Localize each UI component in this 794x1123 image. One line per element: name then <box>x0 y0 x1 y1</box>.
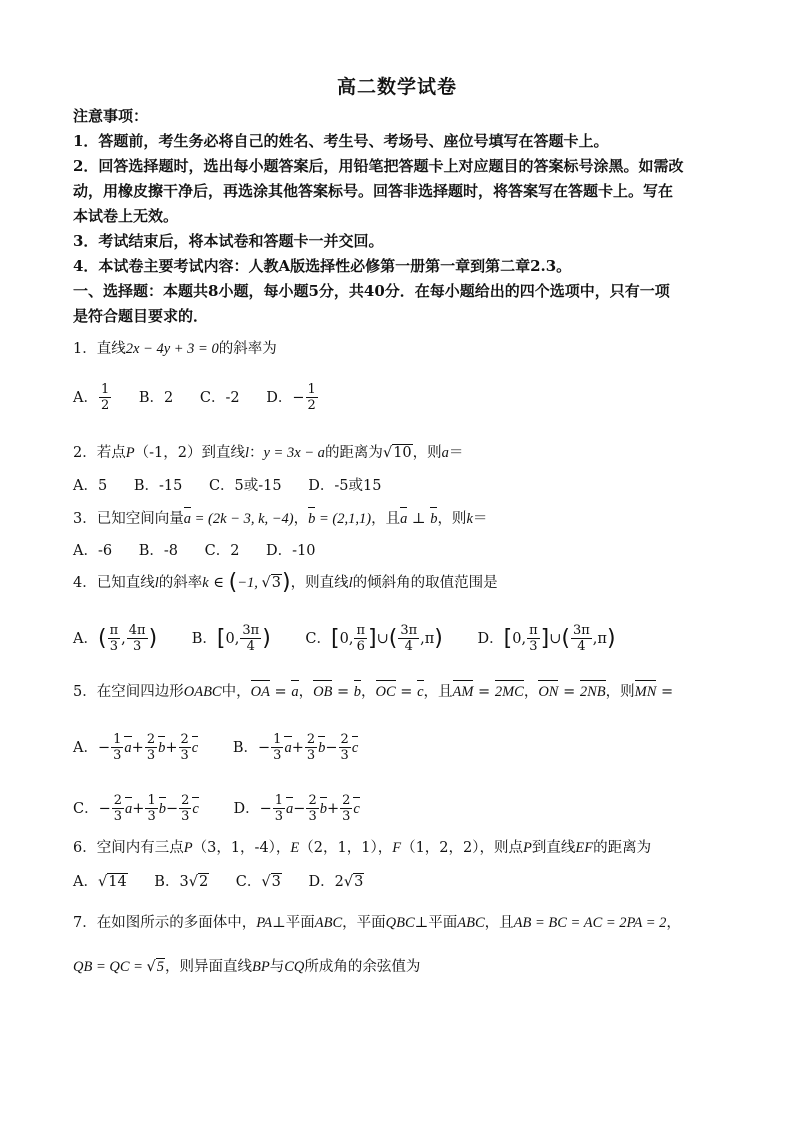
question-5-options-ab <box>73 732 358 763</box>
q5-option-b: B．− $\frac{1}{3}$ a+ $\frac{2}{3}$ b− $\frac{2}{3}$ c <box>232 732 359 763</box>
q5-option-a: A．− $\frac{1}{3}$ a+ $\frac{2}{3}$ b+ $\frac{2}{3}$ c <box>73 732 199 763</box>
q4-option-c: C．[0, $\frac{\pi}{6}$ ]∪( $\frac{3\pi}{4}$ ,π) <box>305 623 443 654</box>
notice-heading: 注意事项： <box>73 107 149 125</box>
question-5-options-cd <box>73 793 360 824</box>
q3-option-b: B．-8 <box>138 543 178 559</box>
page-title: 高二数学试卷 <box>336 76 457 98</box>
section-heading-cont: 是符合题目要求的． <box>73 307 209 325</box>
q3-option-a: A．-6 <box>73 543 113 559</box>
question-1: 1．直线2x − 4y + 3 = 0的斜率为 <box>73 341 277 357</box>
q4-option-a: A．( $\frac{\pi}{3}$ , $\frac{4\pi}{3}$ ) <box>73 623 158 654</box>
notice-item-2-end: 本试卷上无效。 <box>73 207 179 225</box>
question-4: 4．已知直线l的斜率k ∈ (−1, √3)，则直线l的倾斜角的取值范围是 <box>73 570 498 595</box>
notice-item-1: 1．答题前，考生务必将自己的姓名、考生号、考场号、座位号填写在答题卡上。 <box>73 132 609 150</box>
q1-option-a: A． $\frac{1}{2}$ <box>73 382 110 413</box>
q4-option-b: B．[0, $\frac{3\pi}{4}$ ) <box>191 623 271 654</box>
notice-item-2-cont: 动，用橡皮擦干净后，再选涂其他答案标号。回答非选择题时，将答案写在答题卡上。写在 <box>73 182 674 200</box>
q2-option-c: C．5或-15 <box>208 478 282 494</box>
q6-option-c: C．√3 <box>235 874 281 890</box>
question-6: 6．空间内有三点P（3，1，-4），E（2，1，1），F（1，2，2），则点P到直线EF的距离为 <box>73 840 652 856</box>
question-4-options <box>73 623 616 654</box>
q1-option-b: B．2 <box>138 389 174 406</box>
question-6-options <box>73 872 386 892</box>
question-2: 2．若点P（-1，2）到直线l：y = 3x − a的距离为√10，则a＝ <box>73 445 464 461</box>
q2-option-d: D．-5或15 <box>308 478 382 494</box>
q2-option-a: A．5 <box>73 478 108 494</box>
question-3-options <box>73 541 338 561</box>
notice-item-3: 3．考试结束后，将本试卷和答题卡一并交回。 <box>73 232 384 250</box>
q6-option-b: B．3√2 <box>154 874 209 890</box>
notice-item-2: 2．回答选择题时，选出每小题答案后，用铅笔把答题卡上对应题目的答案标号涂黑。如需改 <box>73 157 684 175</box>
question-3: 3．已知空间向量a = (2k − 3, k, −4)，b = (2,1,1)，且a ⊥ b，则k＝ <box>73 511 488 527</box>
question-7-cont: QB = QC = √5，则异面直线BP与CQ所成角的余弦值为 <box>73 959 421 975</box>
notice-item-4: 4．本试卷主要考试内容：人教A版选择性必修第一册第一章到第二章2.3。 <box>73 257 572 275</box>
question-5: 5．在空间四边形OABC中，OA = a，OB = b，OC = c，且AM = 2MC，ON = 2NB，则MN = <box>73 684 674 700</box>
q1-option-d: D．− $\frac{1}{2}$ <box>266 382 316 413</box>
question-1-options <box>73 382 341 413</box>
q5-option-d: D．− $\frac{1}{3}$ a− $\frac{2}{3}$ b+ $\frac{2}{3}$ c <box>233 793 360 824</box>
question-2-options <box>73 476 403 496</box>
q6-option-a: A．√14 <box>73 874 127 890</box>
q6-option-d: D．2√3 <box>308 874 364 890</box>
q3-option-d: D．-10 <box>266 543 316 559</box>
section-heading: 一、选择题：本题共8小题，每小题5分，共40分．在每小题给出的四个选项中，只有一项 <box>73 282 670 300</box>
q4-option-d: D．[0, $\frac{\pi}{3}$ ]∪( $\frac{3\pi}{4}$ ,π) <box>477 623 616 654</box>
q1-option-c: C．-2 <box>199 389 240 406</box>
q5-option-c: C．− $\frac{2}{3}$ a+ $\frac{1}{3}$ b− $\frac{2}{3}$ c <box>73 793 199 824</box>
question-7: 7．在如图所示的多面体中，PA⊥平面ABC，平面QBC⊥平面ABC，且AB = BC = AC = 2PA = 2， <box>73 915 681 931</box>
q3-option-c: C．2 <box>204 543 240 559</box>
q2-option-b: B．-15 <box>133 478 183 494</box>
